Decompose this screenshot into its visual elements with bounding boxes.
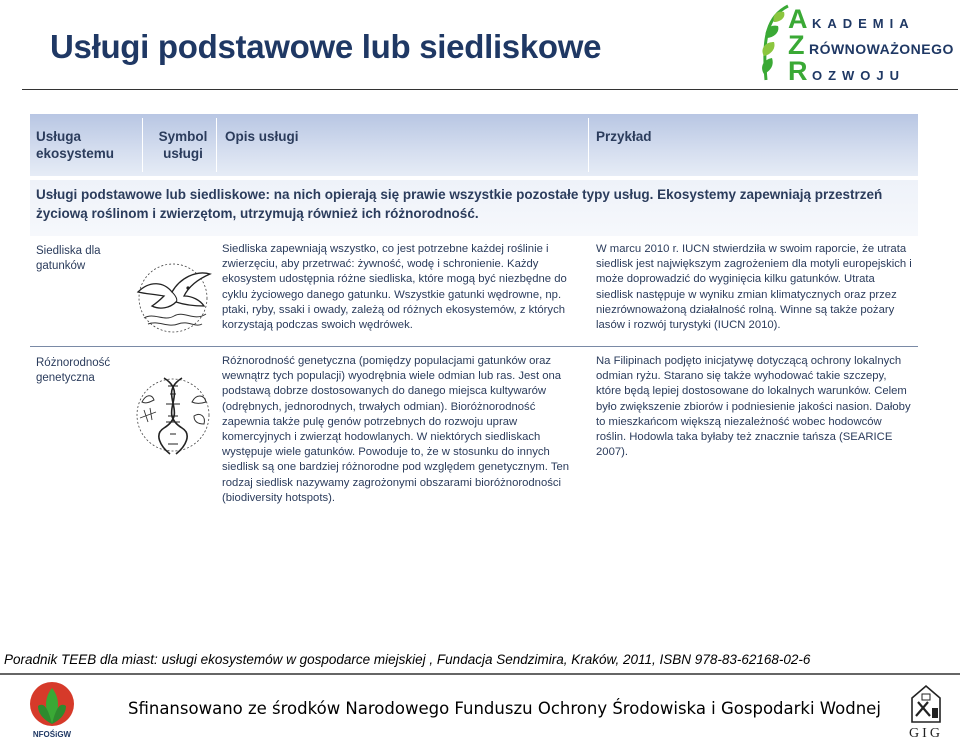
column-divider <box>216 118 217 172</box>
service-description: Różnorodność genetyczna (pomiędzy populacjami gatunków oraz wewnątrz tych populacji) wyodrębnia wiele odmian lub ras. Jest ona podstawą dobrze dostosowanych do danego miejsca kultywarów (odrębnych, jednorodnych, trwałych odmian). Bioróżnorodność zapewnia także pulę genów potrzebnych do rozwoju upraw komercyjnych i zwierząt hodowlanych. W niektórych siedliskach występuje wiele gatunków. Powoduje to, że w stosunku do innych siedlisk są one bardziej różnorodne pod względem genetycznym. Ten rodzaj siedlisk nazywamy zagrożonymi obszarami bioróżnorodności (biodiversity hotspots). <box>222 355 570 504</box>
logo-line-3 <box>788 56 905 87</box>
service-description: Siedliska zapewniają wszystko, co jest potrzebne każdej roślinie i zwierzęciu, aby przetrwać: żywność, wodę i schronienie. Każdy ekosystem udostępnia różne siedliska, które mogą być niezbędne do cyklu życiowego danego gatunku. Wszystkie gatunki wędrowne, np. ptaki, ryby, ssaki i owady, zależą od różnych ekosystemów, z których korzystają podczas swoich wędrówek. <box>222 243 567 332</box>
logo-initial-z: Z <box>788 30 805 60</box>
funding-note: Sfinansowano ze środków Narodowego Funduszu Ochrony Środowiska i Gospodarki Wodnej <box>128 699 881 718</box>
column-divider <box>588 118 589 172</box>
service-example: Na Filipinach podjęto inicjatywę dotyczącą ochrony lokalnych odmian ryżu. Starano się także wyhodować takie szczepy, które będą lepiej dostosowane do lokalnych warunków. Celem było zwiększenie zbiorów i podniesienie jakości nasion. Dałoby to mieszkańcom większą niezależność wobec hodowców roślin. Hodowla taka byłaby też znacznie tańsza (SEARICE 2007). <box>596 355 911 459</box>
gig-logo <box>898 682 954 742</box>
academy-logo <box>758 2 958 84</box>
header-service: Usługa ekosystemu <box>36 129 115 161</box>
column-divider <box>142 118 143 172</box>
nfosigw-logo <box>24 680 80 742</box>
header-description: Opis usługi <box>225 129 299 144</box>
logo-word-rozwoju: OZWOJU <box>811 68 906 83</box>
logo-initial-r: R <box>788 56 808 86</box>
nfosigw-emblem-icon <box>24 680 80 730</box>
table-row <box>30 242 918 346</box>
row-divider <box>30 346 918 347</box>
service-name: Siedliska dla gatunków <box>36 245 101 272</box>
service-name: Różnorodność genetyczna <box>36 357 111 384</box>
nfosigw-label: NFOŚiGW <box>32 730 72 739</box>
table-row <box>30 354 918 504</box>
mining-emblem-icon <box>898 682 954 726</box>
table-header <box>30 114 918 176</box>
header-example: Przykład <box>596 129 652 144</box>
footer-divider <box>0 673 960 675</box>
service-example: W marcu 2010 r. IUCN stwierdziła w swoim raporcie, że utrata siedlisk jest największym zagrożeniem dla motyli europejskich i może doprowadzić do wyginięcia kilku gatunków. Utrata siedlisk następuje w wyniku zmian klimatycznych oraz przez niezrównoważoną działalność rolną. Winne są także pożary lasów i rozwój turystyki (IUCN 2010). <box>596 243 912 332</box>
source-citation: Poradnik TEEB dla miast: usługi ekosystemów w gospodarce miejskiej , Fundacja Sendzimira, Kraków, 2011, ISBN 978-83-62168-02-6 <box>4 652 811 667</box>
gig-label: GIG <box>909 726 943 741</box>
title-divider <box>22 89 958 90</box>
ecosystem-services-table <box>30 114 918 514</box>
dna-helix-icon <box>130 372 216 458</box>
logo-word-akademia: KADEMIA <box>811 16 915 31</box>
slide-title: Usługi podstawowe lub siedliskowe <box>50 28 602 65</box>
table-intro: Usługi podstawowe lub siedliskowe: na nich opierają się prawie wszystkie pozostałe typy usług. Ekosystemy zapewniają przestrzeń życiową roślinom i zwierzętom, utrzymują również ich różnorodność. <box>30 180 918 236</box>
logo-word-zrownowazonego: RÓWNOWAŻONEGO <box>808 41 954 57</box>
bird-icon <box>130 252 216 338</box>
logo-initial-a: A <box>788 4 808 34</box>
header-symbol: Symbol usługi <box>158 129 208 161</box>
